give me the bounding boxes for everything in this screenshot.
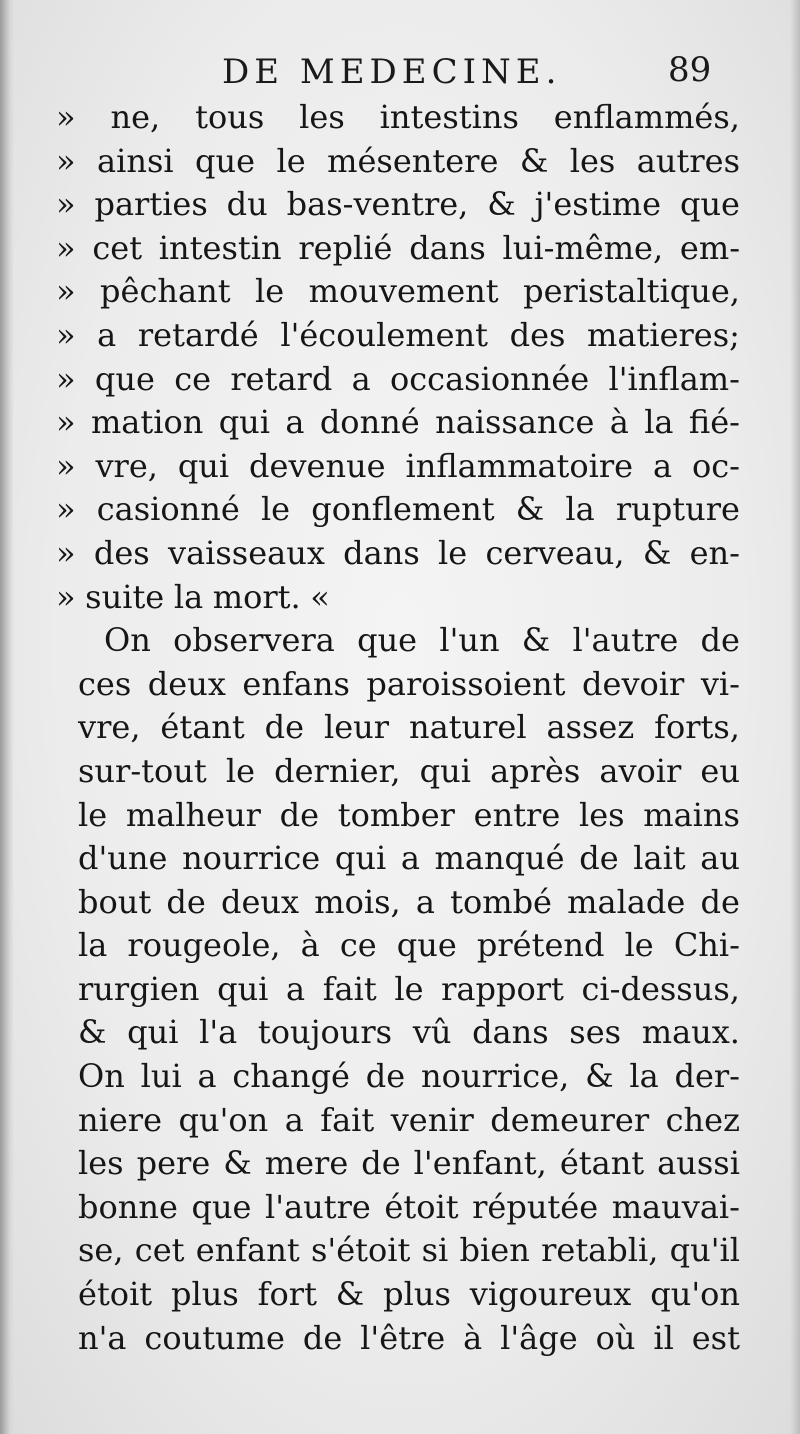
text-line: On lui a changé de nourrice, & la der- [78, 1057, 740, 1096]
text-line: » pêchant le mouvement peristaltique, [56, 272, 740, 311]
text-line: » des vaisseaux dans le cerveau, & en- [56, 533, 740, 572]
text-line: » ainsi que le mésentere & les autres [56, 141, 740, 180]
text-line: vre, étant de leur naturel assez forts, [78, 708, 740, 747]
text-line: & qui l'a toujours vû dans ses maux. [78, 1013, 740, 1052]
text-line: » suite la mort. « [56, 577, 330, 616]
text-line: ces deux enfans paroissoient devoir vi- [78, 664, 740, 703]
text-line: niere qu'on a fait venir demeurer chez [78, 1100, 740, 1139]
text-line: la rougeole, à ce que prétend le Chi- [78, 926, 740, 965]
text-line: sur-tout le dernier, qui après avoir eu [78, 751, 740, 790]
text-line: » casionné le gonflement & la rupture [56, 490, 740, 529]
text-line: » parties du bas-ventre, & j'estime que [56, 185, 740, 224]
text-line: » que ce retard a occasionnée l'inflam- [56, 359, 740, 398]
text-line: » mation qui a donné naissance à la fié- [56, 403, 740, 442]
text-line: le malheur de tomber entre les mains [78, 795, 740, 834]
text-line: » ne, tous les intestins enflammés, [56, 98, 740, 136]
text-line: bout de deux mois, a tombé malade de [78, 882, 740, 921]
text-line: bonne que l'autre étoit réputée mauvai- [78, 1187, 740, 1226]
page-number: 89 [668, 50, 712, 90]
running-title: DE MEDECINE. [222, 52, 562, 92]
text-line: étoit plus fort & plus vigoureux qu'on [78, 1275, 740, 1314]
page-right-edge [790, 0, 800, 1434]
text-line: rurgien qui a fait le rapport ci-dessus, [78, 969, 740, 1008]
text-line: se, cet enfant s'étoit si bien retabli, qu'il [78, 1231, 740, 1270]
text-line: n'a coutume de l'être à l'âge où il est [78, 1318, 740, 1357]
text-line: les pere & mere de l'enfant, étant aussi [78, 1144, 740, 1183]
page-header [0, 52, 800, 96]
text-line: » a retardé l'écoulement des matieres; [56, 315, 740, 354]
text-line: d'une nourrice qui a manqué de lait au [78, 839, 740, 878]
text-line: » cet intestin replié dans lui-même, em- [56, 228, 740, 267]
page-left-edge [0, 0, 14, 1434]
body-text [56, 96, 740, 1360]
paragraph-start-line: On observera que l'un & l'autre de [104, 621, 740, 660]
text-line: » vre, qui devenue inflammatoire a oc- [56, 446, 740, 485]
